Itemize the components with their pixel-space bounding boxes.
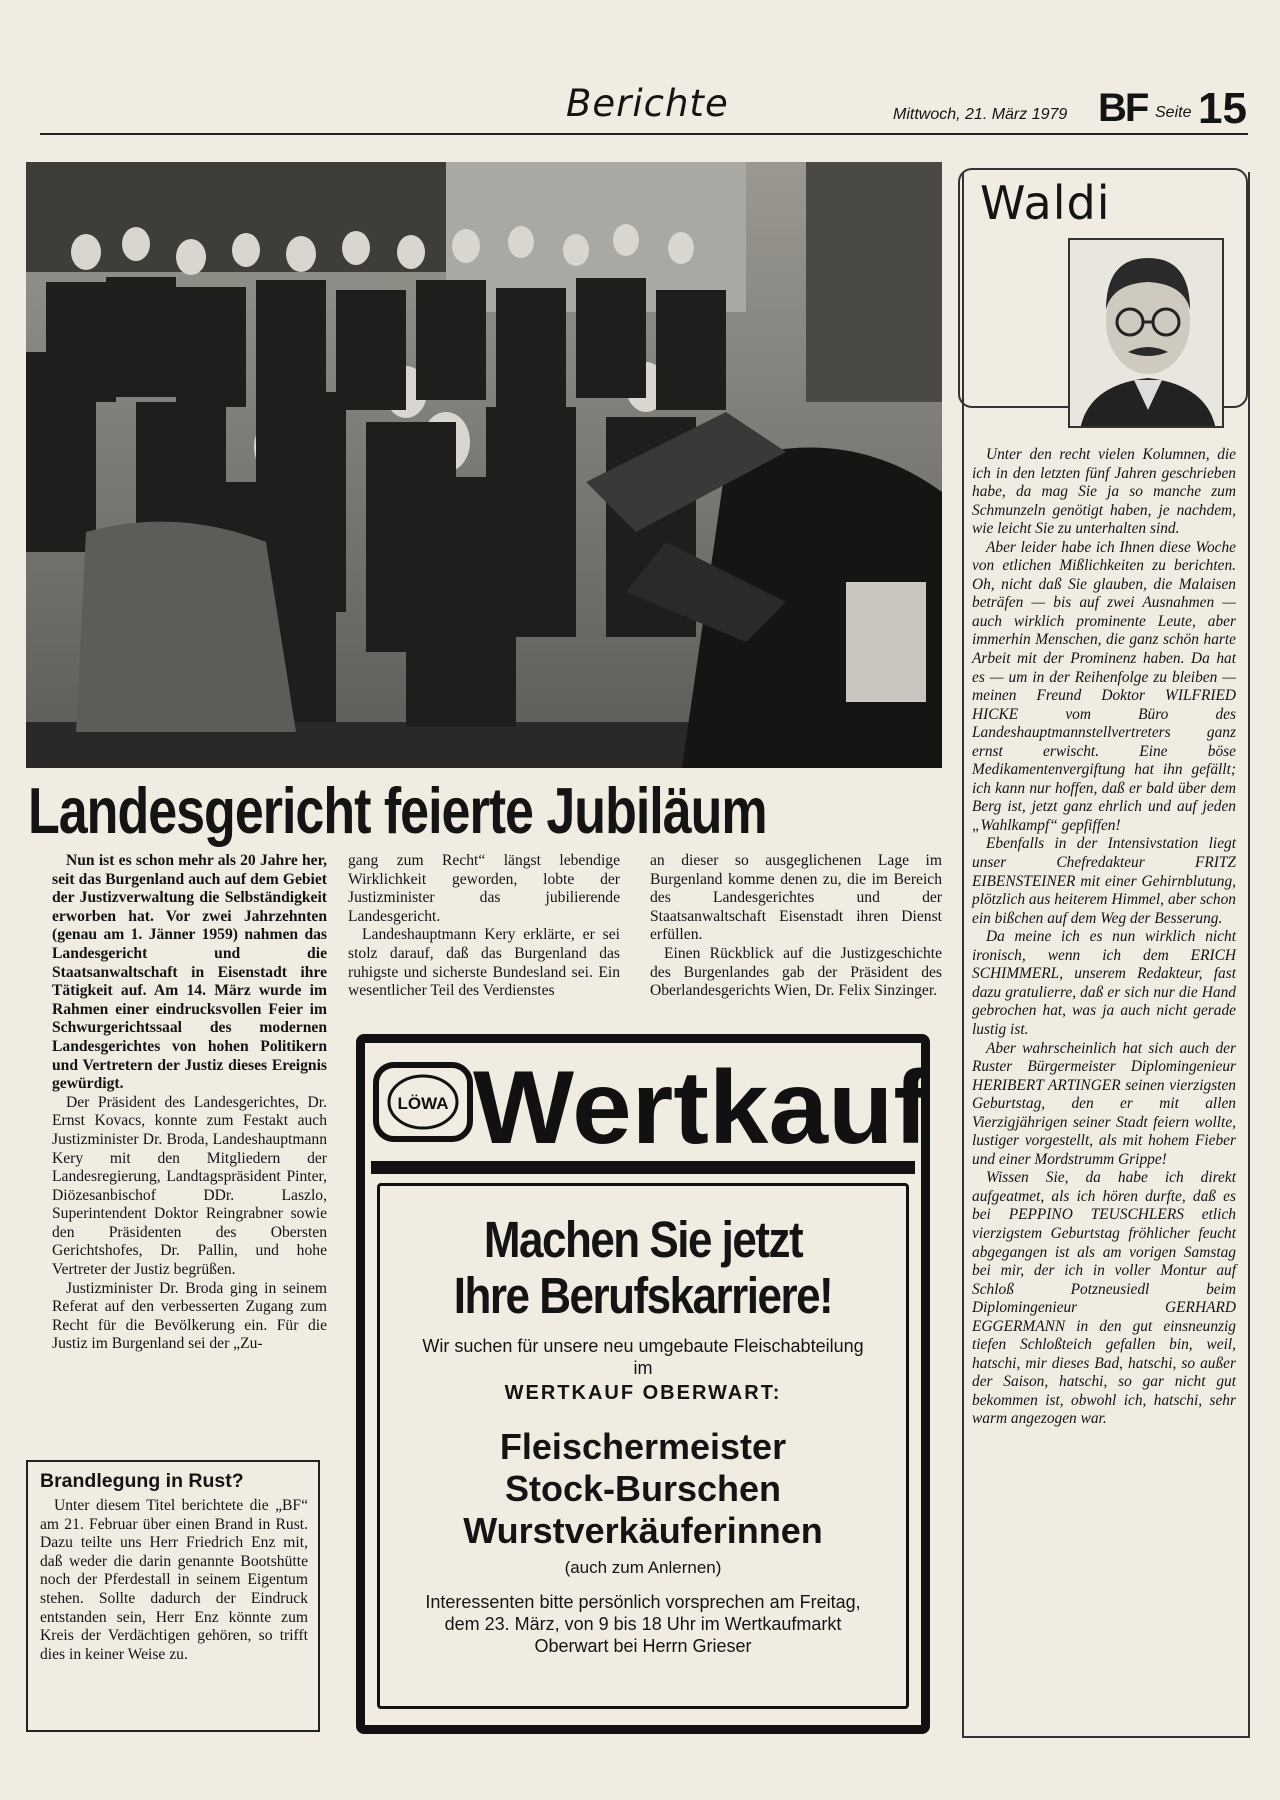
ad-headline-1: Machen Sie jetzt (483, 1212, 803, 1269)
waldi-title: Waldi (980, 176, 1111, 230)
column-paragraph: Wissen Sie, da habe ich direkt aufgeatmet, als ich hören durfte, daß es bei PEPPINO TEUSCHLERS etlich vierzigstem Geburtstag fröhlicher feucht abgegangen ist als am vorigen Samstag bei mir, der ich in voller Montur auf Schloß Potzneusiedl beim Diplomingenieur GERHARD EGGERMANN in den gut einsneunzig tiefen Schloßteich gefallen bin, weil, hatschi, mir dieses Bad, hatschi, so außer der Saison, hatschi, so gar nicht gut bekommen ist, obwohl ich, hatschi, sehr warm angezogen war. (972, 1169, 1236, 1428)
ad-info-1: Interessenten bitte persönlich vorsprechen am Freitag, (425, 1592, 861, 1612)
ad-subline-1: Wir suchen für unsere neu umgebaute Fleischabteilung (422, 1336, 864, 1356)
ad-logo-text: LÖWA (397, 1094, 449, 1113)
article-paragraph: Landeshauptmann Kery erklärte, er sei stolz darauf, daß das Burgenland das ruhigste und sicherste Bundesland sei. Ein wesentlicher Teil des Verdienstes (348, 926, 620, 1000)
newspaper-logo: BF (1098, 86, 1148, 130)
ad-job-1: Fleischermeister (499, 1426, 787, 1467)
ad-brand-text: Wertkauf (473, 1059, 930, 1159)
brand-article-box (26, 1460, 320, 1732)
ad-info-3: Oberwart bei Herrn Grieser (534, 1636, 752, 1656)
column-paragraph: Da meine ich es nun wirklich nicht ironisch, wenn ich dem ERICH SCHIMMERL, unserem Redakteur, fast dazu gratulierre, daß er sich nur die Hand gebrochen hat, was ja auch nicht gerade lustig ist. (972, 928, 1236, 1038)
ad-brand-bar (371, 1161, 915, 1174)
article-paragraph: Einen Rückblick auf die Justizgeschichte des Burgenlandes gab der Präsident des Oberlandesgerichts Wien, Dr. Felix Sinzinger. (650, 944, 942, 1000)
article-column-3 (650, 852, 942, 1001)
main-headline: Landesgericht feierte Jubiläum (28, 775, 767, 848)
loewa-logo-icon (373, 1061, 473, 1143)
article-column-1 (52, 852, 327, 1354)
brand-article-title: Brandlegung in Rust? (40, 1470, 244, 1492)
article-column-2 (348, 852, 620, 1001)
ad-content-frame (377, 1183, 909, 1709)
ad-subline-2: im (633, 1358, 653, 1378)
column-paragraph: Ebenfalls in der Intensivstation liegt unser Chefredakteur FRITZ EIBENSTEINER mit einer Gehirnblutung, plötzlich aus heiterem Himmel, aber schon ein bißchen auf dem Weg der Besserung. (972, 835, 1236, 927)
article-paragraph: gang zum Recht“ längst lebendige Wirklichkeit geworden, lobte der Justizminister das jubilierende Landesgericht. (348, 852, 620, 925)
column-paragraph: Aber wahrscheinlich hat sich auch der Ruster Bürgermeister Diplomingenieur HERIBERT ARTINGER seinen vierzigsten Geburtstag, den er mit allen Vierzigjährigen seiner Stadt feiern wollte, lustiger vorgestellt, als mit hohem Fieber und einer Mordstrumm Grippe! (972, 1039, 1236, 1168)
header-rule (40, 133, 1248, 135)
article-lead: Nun ist es schon mehr als 20 Jahre her, seit das Burgenland auch auf dem Gebiet der Justizverwaltung die Selbständigkeit erworben hat. Vor zwei Jahrzehnten (genau am 1. Jänner 1959) nahmen das Landesgericht und die Staatsanwaltschaft in Eisenstadt ihre Tätigkeit auf. Am 14. März wurde im Rahmen einer eindrucksvollen Feier im Schwurgerichtssaal des modernen Landesgerichtes von hohen Politikern und Vertretern der Justiz dieses Ereignis gewürdigt. (52, 852, 327, 1093)
article-paragraph: Justizminister Dr. Broda ging in seinem Referat auf den verbesserten Zugang zum Recht für die Bevölkerung ein. Für die Justiz im Burgenland sei der „Zu- (52, 1279, 327, 1353)
ad-store-name: WERTKAUF OBERWART: (504, 1382, 782, 1404)
column-paragraph: Unter den recht vielen Kolumnen, die ich in den letzten fünf Jahren geschrieben habe, da mag Sie ja so manche zum Schmunzeln genötigt haben, je nachdem, wie leicht Sie zu unterhalten sind. (972, 446, 1236, 538)
ad-banner (365, 1043, 930, 1178)
issue-date: Mittwoch, 21. März 1979 (893, 106, 1068, 123)
ad-info-2: dem 23. März, von 9 bis 18 Uhr im Wertkaufmarkt (444, 1614, 842, 1634)
column-paragraph: Aber leider habe ich Ihnen diese Woche von etlichen Mißlichkeiten zu berichten. Oh, nicht daß Sie glauben, die Malaisen beträfen — bis auf zwei Ausnahmen — auch wirklich prominente Leute, aber immerhin Menschen, die ganz schön harte Arbeit mit der Prominenz haben. Da hat es — um in der Reihenfolge zu bleiben — meinen Freund Doktor WILFRIED HICKE vom Büro des Landeshauptmannstellvertreters ganz ernst erwischt. Eine böse Medikamentenvergiftung hat ihn gefällt; ich kann nur hoffen, daß er bald über dem Berg ist, jetzt ganz ehrlich und auf jeden „Wahlkampf“ gepfiffen! (972, 538, 1236, 834)
page-label: Seite (1155, 104, 1192, 121)
brand-article-body (40, 1497, 308, 1664)
article-paragraph: Der Präsident des Landesgerichtes, Dr. Ernst Kovacs, konnte zum Festakt auch Justizminister Dr. Broda, Landeshauptmann Kery mit den Mitgliedern der Landesregierung, Landtagspräsident Pinter, Diözesanbischof DDr. Laszlo, Superintendent Doktor Reingrabner sowie den Präsidenten des Obersten Gerichtshofes, Dr. Pallin, und hohe Vertreter der Justiz begrüßen. (52, 1093, 327, 1279)
ad-headline-2: Ihre Berufskarriere! (453, 1268, 833, 1325)
ad-note: (auch zum Anlernen) (564, 1558, 722, 1577)
ad-brand-wordmark (473, 1059, 933, 1159)
ad-job-2: Stock-Burschen (504, 1468, 782, 1509)
article-paragraph: an dieser so ausgeglichenen Lage im Burgenland komme denen zu, die im Bereich des Landesgerichtes und der Staatsanwaltschaft Eisenstadt ihren Dienst erfüllen. (650, 852, 942, 944)
ad-job-3: Wurstverkäuferinnen (463, 1510, 823, 1551)
waldi-column-text (972, 446, 1236, 1429)
page-number: 15 (1198, 84, 1247, 133)
audience-photo (26, 162, 942, 768)
author-portrait (1068, 238, 1224, 428)
section-title: Berichte (566, 82, 729, 125)
author-portrait-drawing (1070, 240, 1224, 428)
wertkauf-advertisement (356, 1034, 930, 1734)
article-paragraph: Unter diesem Titel berichtete die „BF“ am 21. Februar über einen Brand in Rust. Dazu teilte uns Herr Friedrich Enz mit, daß weder die darin genannte Bootshütte noch der Pferdestall in seinem Eigentum stehen. Sollte dadurch der Eindruck entstanden sein, Herr Enz könnte zum Kreis der Verdächtigen gehören, so trifft dies in keiner Weise zu. (40, 1497, 308, 1663)
audience-photo-drawing (26, 162, 942, 768)
